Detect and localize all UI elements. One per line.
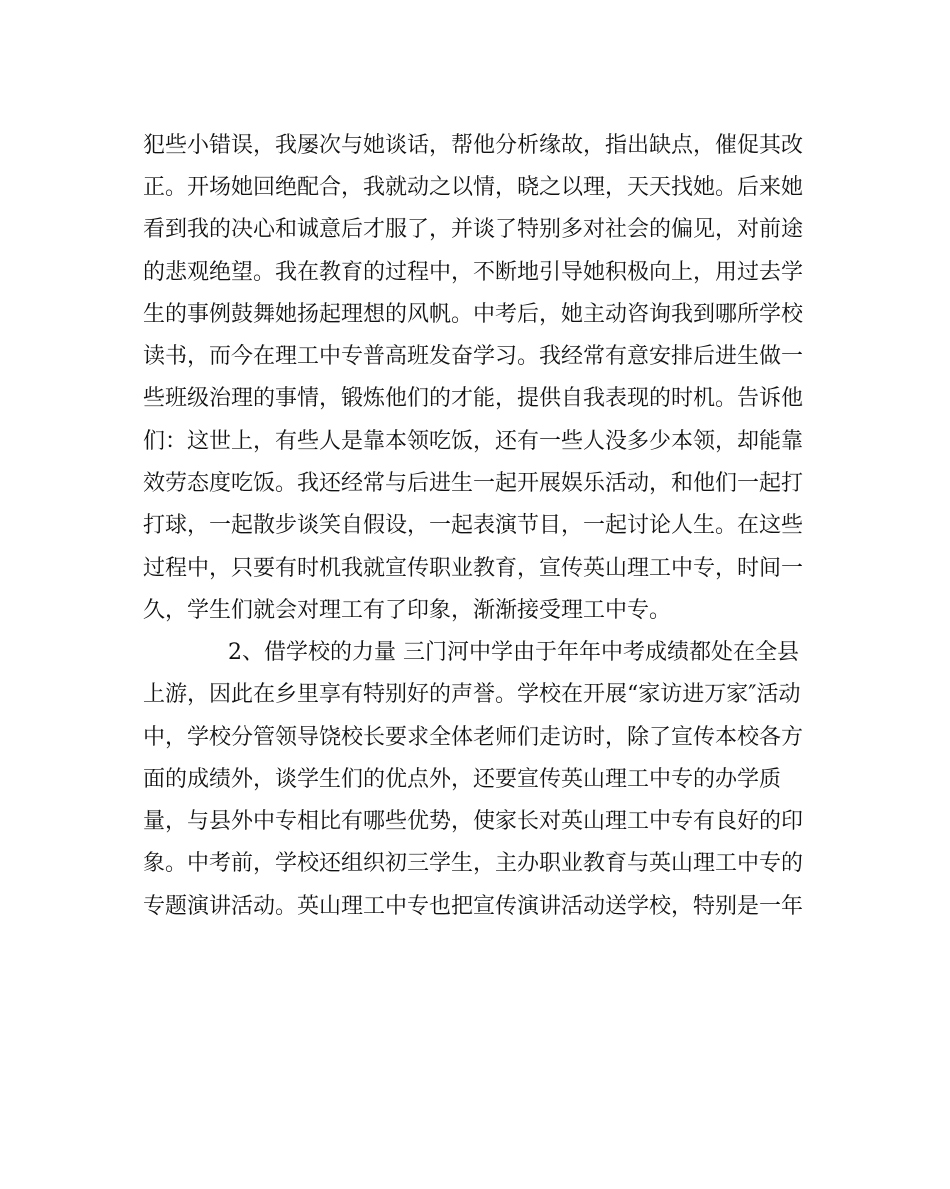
text-line: 看到我的决心和诚意后才服了，并谈了特别多对社会的偏见，对前途: [143, 217, 804, 242]
text-line: 上游，因此在乡里享有特别好的声誉。学校在开展“家访进万家″活动: [143, 682, 801, 707]
text-line: 过程中，只要有时机我就宣传职业教育，宣传英山理工中专，时间一: [143, 556, 804, 581]
text-line: 犯些小错误，我屡次与她谈话，帮他分析缘故，指出缺点，催促其改: [143, 133, 804, 158]
paragraph-start-line: 2、借学校的力量 三门河中学由于年年中考成绩都处在全县: [228, 640, 799, 665]
text-line: 量，与县外中专相比有哪些优势，使家长对英山理工中专有良好的印: [143, 809, 804, 834]
text-line: 久，学生们就会对理工有了印象，渐渐接受理工中专。: [143, 598, 672, 623]
text-line: 面的成绩外，谈学生们的优点外，还要宣传英山理工中专的办学质: [143, 767, 782, 792]
text-line: 象。中考前，学校还组织初三学生，主办职业教育与英山理工中专的: [143, 851, 804, 876]
text-line: 生的事例鼓舞她扬起理想的风帆。中考后，她主动咨询我到哪所学校: [143, 302, 804, 327]
text-line: 正。开场她回绝配合，我就动之以情，晓之以理，天天找她。后来她: [143, 175, 804, 200]
text-line: 专题演讲活动。英山理工中专也把宣传演讲活动送学校，特别是一年: [143, 894, 804, 919]
text-line: 些班级治理的事情，锻炼他们的才能，提供自我表现的时机。告诉他: [143, 386, 804, 411]
text-line: 的悲观绝望。我在教育的过程中，不断地引导她积极向上，用过去学: [143, 260, 804, 285]
text-line: 中，学校分管领导饶校长要求全体老师们走访时，除了宣传本校各方: [143, 725, 804, 750]
text-line: 们：这世上，有些人是靠本领吃饭，还有一些人没多少本领，却能靠: [143, 429, 804, 454]
text-line: 读书，而今在理工中专普高班发奋学习。我经常有意安排后进生做一: [143, 344, 804, 369]
text-line: 效劳态度吃饭。我还经常与后进生一起开展娱乐活动，和他们一起打: [143, 471, 804, 496]
text-line: 打球，一起散步谈笑自假设，一起表演节目，一起讨论人生。在这些: [143, 513, 804, 538]
